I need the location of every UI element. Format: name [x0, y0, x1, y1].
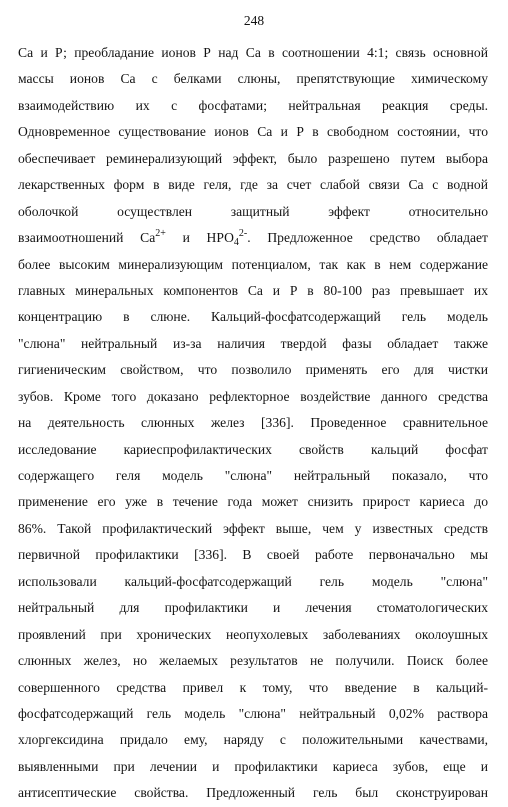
- text-line: слюнных желез, но желаемых результатов не получили. Поиск более: [18, 653, 488, 669]
- text-line: 86%. Такой профилактический эффект выше, чем у известных средств: [18, 520, 488, 536]
- phosphate-subscript: 4: [233, 237, 239, 249]
- text-line: массы ионов Са с белками слюны, препятствующие химическому: [18, 71, 488, 87]
- text-line: зубов. Кроме того доказано рефлекторное воздействие данного средства: [18, 388, 488, 404]
- text-line: гигиеническим свойством, что позволило применять его для чистки: [18, 362, 488, 378]
- text-line: главных минеральных компонентов Са и Р в 80-100 раз превышает их: [18, 282, 488, 298]
- text-line: "слюна" нейтральный из-за наличия твердой фазы обладает также: [18, 335, 488, 351]
- text-line: Одновременное существование ионов Са и Р в свободном состоянии, что: [18, 124, 488, 140]
- text-line: первичной профилактики [336]. В своей работе первоначально мы: [18, 547, 488, 563]
- formula-text-before: взаимоотношений Са: [18, 230, 156, 246]
- text-line: антисептические свойства. Предложенный гель был сконструирован: [18, 785, 488, 801]
- phosphate-charge: 2-: [238, 228, 248, 240]
- text-line: оболочкой осуществлен защитный эффект относительно: [18, 203, 488, 219]
- text-line: использовали кальций-фосфатсодержащий гель модель "слюна": [18, 573, 488, 589]
- body-paragraph: [18, 40, 488, 807]
- text-line: исследование кариеспрофилактических свойств кальций фосфат: [18, 441, 488, 457]
- calcium-charge: 2+: [155, 228, 166, 240]
- text-line-chemical-formula: [18, 225, 488, 251]
- text-line: Са и Р; преобладание ионов Р над Са в соотношении 4:1; связь основной: [18, 45, 488, 60]
- text-line: проявлений при хронических неопухолевых заболеваниях околоушных: [18, 626, 488, 642]
- text-line: фосфатсодержащий гель модель "слюна" нейтральный 0,02% раствора: [18, 705, 488, 721]
- text-line: концентрацию в слюне. Кальций-фосфатсодержащий гель модель: [18, 309, 488, 325]
- text-line: хлоргексидина придало ему, наряду с положительными качествами,: [18, 732, 488, 748]
- text-line: содержащего геля модель "слюна" нейтральный показало, что: [18, 468, 488, 483]
- text-line: применение его уже в течение года может снизить прирост кариеса до: [18, 494, 488, 510]
- text-line: выявленными при лечении и профилактики кариеса зубов, еще и: [18, 758, 488, 774]
- text-line: нейтральный для профилактики и лечения стоматологических: [18, 600, 488, 616]
- text-line: взаимодействию их с фосфатами; нейтральная реакция среды.: [18, 97, 488, 113]
- text-line: совершенного средства привел к тому, что введение в кальций-: [18, 679, 488, 695]
- formula-text-after: . Предложенное средство обладает: [247, 230, 488, 246]
- text-line: лекарственных форм в виде геля, где за счет слабой связи Са с водной: [18, 177, 488, 193]
- formula-text-middle: и НРО: [165, 230, 234, 246]
- text-line: на деятельность слюнных желез [336]. Проведенное сравнительное: [18, 415, 488, 431]
- page-number: 248: [243, 13, 265, 28]
- text-line: более высоким минерализующим потенциалом, так как в нем содержание: [18, 256, 488, 272]
- text-line: обеспечивает реминерализующий эффект, было разрешено путем выбора: [18, 150, 488, 166]
